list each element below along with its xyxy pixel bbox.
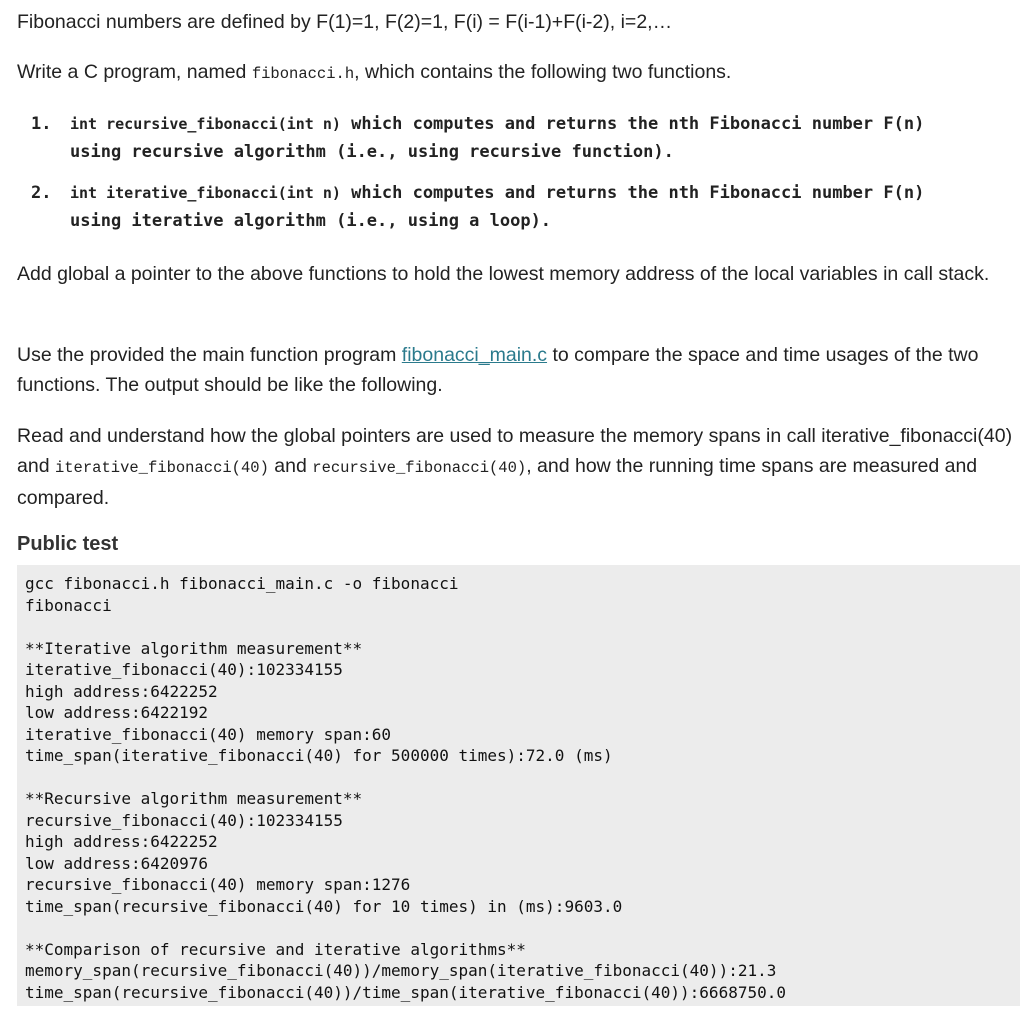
list-item-text-line2: using iterative algorithm (i.e., using a loop). <box>70 211 552 231</box>
console-line: gcc fibonacci.h fibonacci_main.c -o fibonacci <box>25 574 459 593</box>
console-blank-line <box>25 767 1012 789</box>
inline-code-recursive: recursive_fibonacci(40) <box>312 459 527 477</box>
function-signature: int iterative_fibonacci(int n) <box>70 184 341 202</box>
task-suffix: , which contains the following two functions. <box>354 61 732 83</box>
list-item-number: 1. <box>31 114 52 134</box>
console-line: high address:6422252 <box>25 681 218 701</box>
inline-code-iterative: iterative_fibonacci(40) <box>54 459 269 477</box>
function-signature: int recursive_fibonacci(int n) <box>70 115 341 133</box>
console-line: fibonacci <box>25 595 112 615</box>
list-item <box>17 179 1020 235</box>
task-paragraph <box>17 57 731 89</box>
list-item <box>17 110 1020 166</box>
console-line: recursive_fibonacci(40) memory span:1276 <box>25 875 411 894</box>
console-line: memory_span(recursive_fibonacci(40))/memory_span(iterative_fibonacci(40)):21.3 <box>25 961 777 980</box>
read-part3: , and how the running time spans are measured and compared. <box>17 455 978 509</box>
public-test-heading: Public test <box>17 533 119 555</box>
read-understand-paragraph <box>17 421 1020 513</box>
console-line: iterative_fibonacci(40) memory span:60 <box>25 724 392 744</box>
console-line: recursive_fibonacci(40):102334155 <box>25 810 343 830</box>
main-usage-prefix: Use the provided the main function program <box>17 344 402 366</box>
read-part2: and <box>268 455 313 477</box>
intro-paragraph: Fibonacci numbers are defined by F(1)=1, F(2)=1, F(i) = F(i-1)+F(i-2), i=2,… <box>17 11 673 33</box>
console-line: high address:6422252 <box>25 832 218 851</box>
main-usage-paragraph <box>17 340 1017 400</box>
console-output-block <box>17 565 1020 1006</box>
read-part1: Read and understand how the global pointers are used to measure the memory spans in call iterative_fibonacci(40) and <box>17 425 1013 477</box>
console-blank-line <box>25 616 1012 638</box>
global-pointer-paragraph: Add global a pointer to the above functions to hold the lowest memory address of the local variables in call stack. <box>17 263 990 285</box>
console-line: **Comparison of recursive and iterative algorithms** <box>25 939 526 959</box>
list-item-text: which computes and returns the nth Fibonacci number F(n) <box>340 183 925 203</box>
console-line: **Iterative algorithm measurement** <box>25 638 363 658</box>
console-line: low address:6422192 <box>25 703 209 722</box>
requirements-list <box>17 110 1020 248</box>
list-item-number: 2. <box>31 183 52 203</box>
list-item-text-line2: using recursive algorithm (i.e., using recursive function). <box>70 142 674 162</box>
list-item-text: which computes and returns the nth Fibonacci number F(n) <box>340 114 925 134</box>
console-line: time_span(iterative_fibonacci(40) for 500000 times):72.0 (ms) <box>25 746 613 765</box>
task-filename: fibonacci.h <box>251 65 355 83</box>
console-line: low address:6420976 <box>25 853 209 873</box>
task-prefix: Write a C program, named <box>17 61 252 83</box>
console-line: time_span(recursive_fibonacci(40))/time_span(iterative_fibonacci(40)):6668750.0 <box>25 982 786 1002</box>
console-line: iterative_fibonacci(40):102334155 <box>25 660 343 679</box>
main-usage-suffix: to compare the space and time usages of the two functions. The output should be like the following. <box>17 344 979 396</box>
console-blank-line <box>25 917 1012 939</box>
fibonacci-main-link[interactable]: fibonacci_main.c <box>401 344 548 366</box>
console-line: **Recursive algorithm measurement** <box>25 789 363 808</box>
console-line: time_span(recursive_fibonacci(40) for 10 times) in (ms):9603.0 <box>25 896 623 916</box>
